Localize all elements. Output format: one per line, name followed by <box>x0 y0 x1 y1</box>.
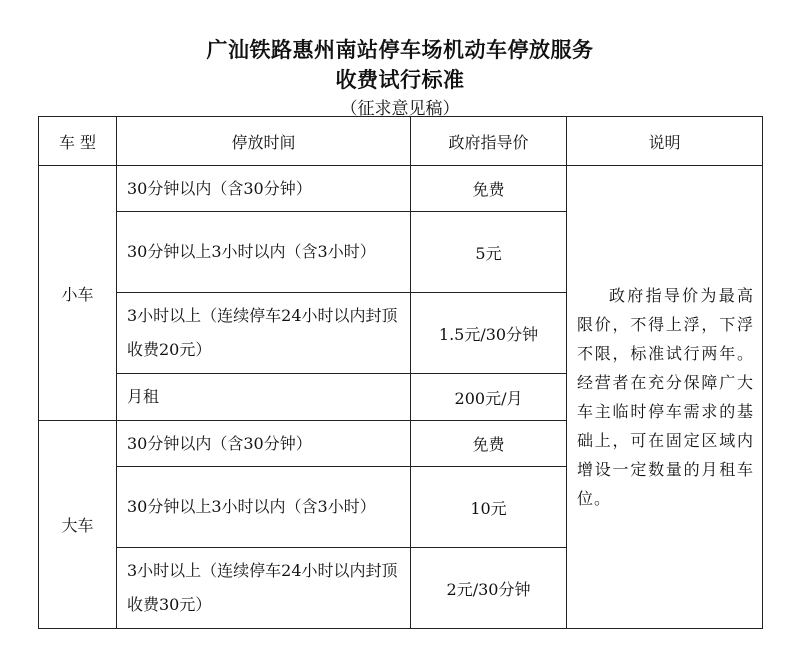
time-cell: 30分钟以内（含30分钟） <box>117 421 411 467</box>
time-cell: 30分钟以内（含30分钟） <box>117 166 411 212</box>
table-row <box>39 166 763 212</box>
header-guide-price: 政府指导价 <box>411 117 567 166</box>
price-cell: 200元/月 <box>411 374 567 421</box>
price-cell: 10元 <box>411 467 567 548</box>
price-cell: 2元/30分钟 <box>411 548 567 629</box>
time-cell: 月租 <box>117 374 411 421</box>
price-cell: 1.5元/30分钟 <box>411 293 567 374</box>
large-car-label: 大车 <box>39 421 117 629</box>
price-cell: 5元 <box>411 212 567 293</box>
note-cell <box>567 166 763 629</box>
fee-table <box>38 116 763 629</box>
header-vehicle-type: 车 型 <box>39 117 117 166</box>
price-cell: 免费 <box>411 166 567 212</box>
document-title-line2: 收费试行标准 <box>335 67 465 92</box>
table-header-row <box>39 117 763 166</box>
header-note: 说明 <box>567 117 763 166</box>
time-cell: 30分钟以上3小时以内（含3小时） <box>117 212 411 293</box>
time-cell: 3小时以上（连续停车24小时以内封顶收费30元） <box>117 548 411 629</box>
document-subtitle: （征求意见稿） <box>340 99 460 119</box>
time-cell: 3小时以上（连续停车24小时以内封顶收费20元） <box>117 293 411 374</box>
time-cell: 30分钟以上3小时以内（含3小时） <box>117 467 411 548</box>
document-title-line1: 广汕铁路惠州南站停车场机动车停放服务 <box>206 37 594 62</box>
small-car-label: 小车 <box>39 166 117 421</box>
price-cell: 免费 <box>411 421 567 467</box>
header-parking-time: 停放时间 <box>117 117 411 166</box>
note-text: 政府指导价为最高限价，不得上浮，下浮不限，标准试行两年。经营者在充分保障广大车主临时停车需求的基础上，可在固定区域内增设一定数量的月租车位。 <box>577 286 754 508</box>
